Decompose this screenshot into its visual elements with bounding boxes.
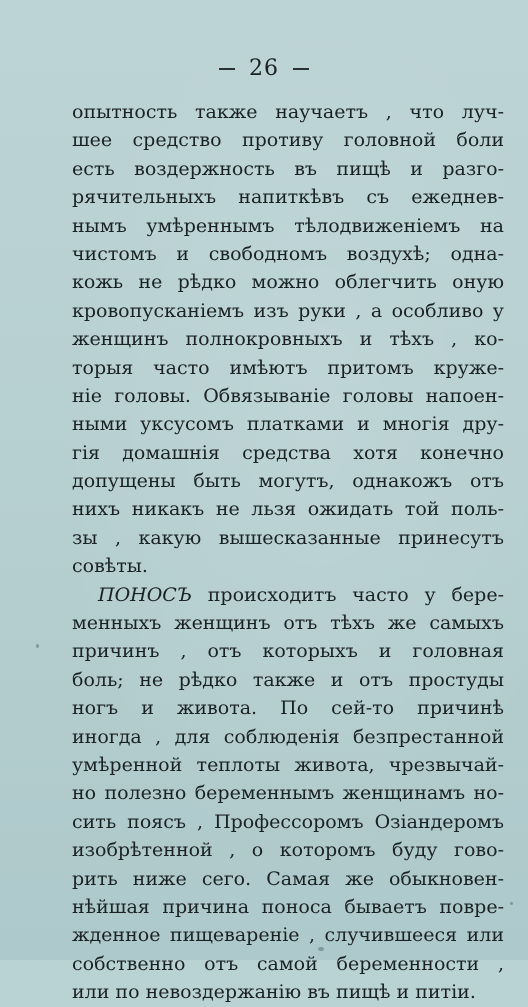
text-line: шее средство противу головной боли (72, 129, 504, 152)
text-line: сить поясъ , Профессоромъ Озіандеромъ (72, 810, 504, 833)
ink-speck (36, 644, 39, 648)
text-line: чистомъ и свободномъ воздухѣ; одна- (72, 242, 504, 265)
paragraph-1 (72, 98, 504, 581)
text-line: ногъ и живота. По сей-то причинѣ (72, 697, 504, 720)
text-line: жденное пищевареніе , случившееся или (72, 924, 504, 947)
text-line: но полезно беременнымъ женщинамъ но- (72, 782, 504, 805)
text-line: допущены быть могутъ, однакожъ отъ (72, 470, 504, 493)
text-line: изобрѣтенной , о которомъ буду гово- (72, 839, 504, 862)
text-line: рячительныхъ напиткѣвъ съ ежеднев- (72, 186, 504, 209)
section-heading: ПОНОСЪ (98, 583, 192, 606)
text-line: нымъ умѣреннымъ тѣлодвиженіемъ на (72, 214, 504, 237)
text-line: умѣренной теплоты живота, чрезвычай- (72, 753, 504, 776)
text-line: совѣты. (72, 555, 148, 578)
ink-speck (318, 947, 324, 951)
text-line: опытность также научаетъ , что луч- (72, 101, 504, 123)
header-dash-right (293, 68, 309, 70)
page-header (0, 56, 528, 81)
text-line: торыя часто имѣютъ притомъ круже- (72, 356, 504, 379)
text-line: собственно отъ самой беременности , (72, 952, 504, 975)
text-line: женщинъ полнокровныхъ и тѣхъ , ко- (72, 328, 504, 351)
text-span: происходитъ часто у бере- (207, 583, 504, 606)
text-line: иногда , для соблюденія безпрестанной (72, 725, 504, 748)
text-line: рить ниже сего. Самая же обыкновен- (72, 867, 504, 890)
text-line: боль; не рѣдко также и отъ простуды (72, 668, 504, 691)
text-line: кровопусканіемъ изъ руки , а особливо у (72, 299, 504, 322)
text-line: причинъ , отъ которыхъ и головная (72, 640, 504, 663)
text-line: менныхъ женщинъ отъ тѣхъ же самыхъ (72, 612, 504, 635)
text-line: есть воздержность въ пищѣ и разго- (72, 157, 504, 180)
paragraph-2 (72, 581, 504, 1007)
ink-speck (510, 902, 513, 905)
text-line: нѣйшая причина поноса бываетъ повре- (72, 895, 504, 918)
text-line: нихъ никакъ не льзя ожидать той поль- (72, 498, 504, 521)
text-line: или по невоздержанію въ пищѣ и питіи. (72, 981, 476, 1004)
text-line: ными уксусомъ платками и многія дру- (72, 413, 504, 436)
text-line: зы , какую вышесказанные принесутъ (72, 526, 504, 549)
page-number: 26 (249, 56, 279, 81)
page-text (72, 98, 504, 1007)
text-line: кожь не рѣдко можно облегчить оную (72, 271, 504, 294)
text-line: гія домашнія средства хотя конечно (72, 441, 504, 464)
text-line (72, 581, 504, 609)
header-dash-left (219, 68, 235, 70)
text-line: ніе головы. Обвязываніе головы напоен- (72, 384, 504, 407)
